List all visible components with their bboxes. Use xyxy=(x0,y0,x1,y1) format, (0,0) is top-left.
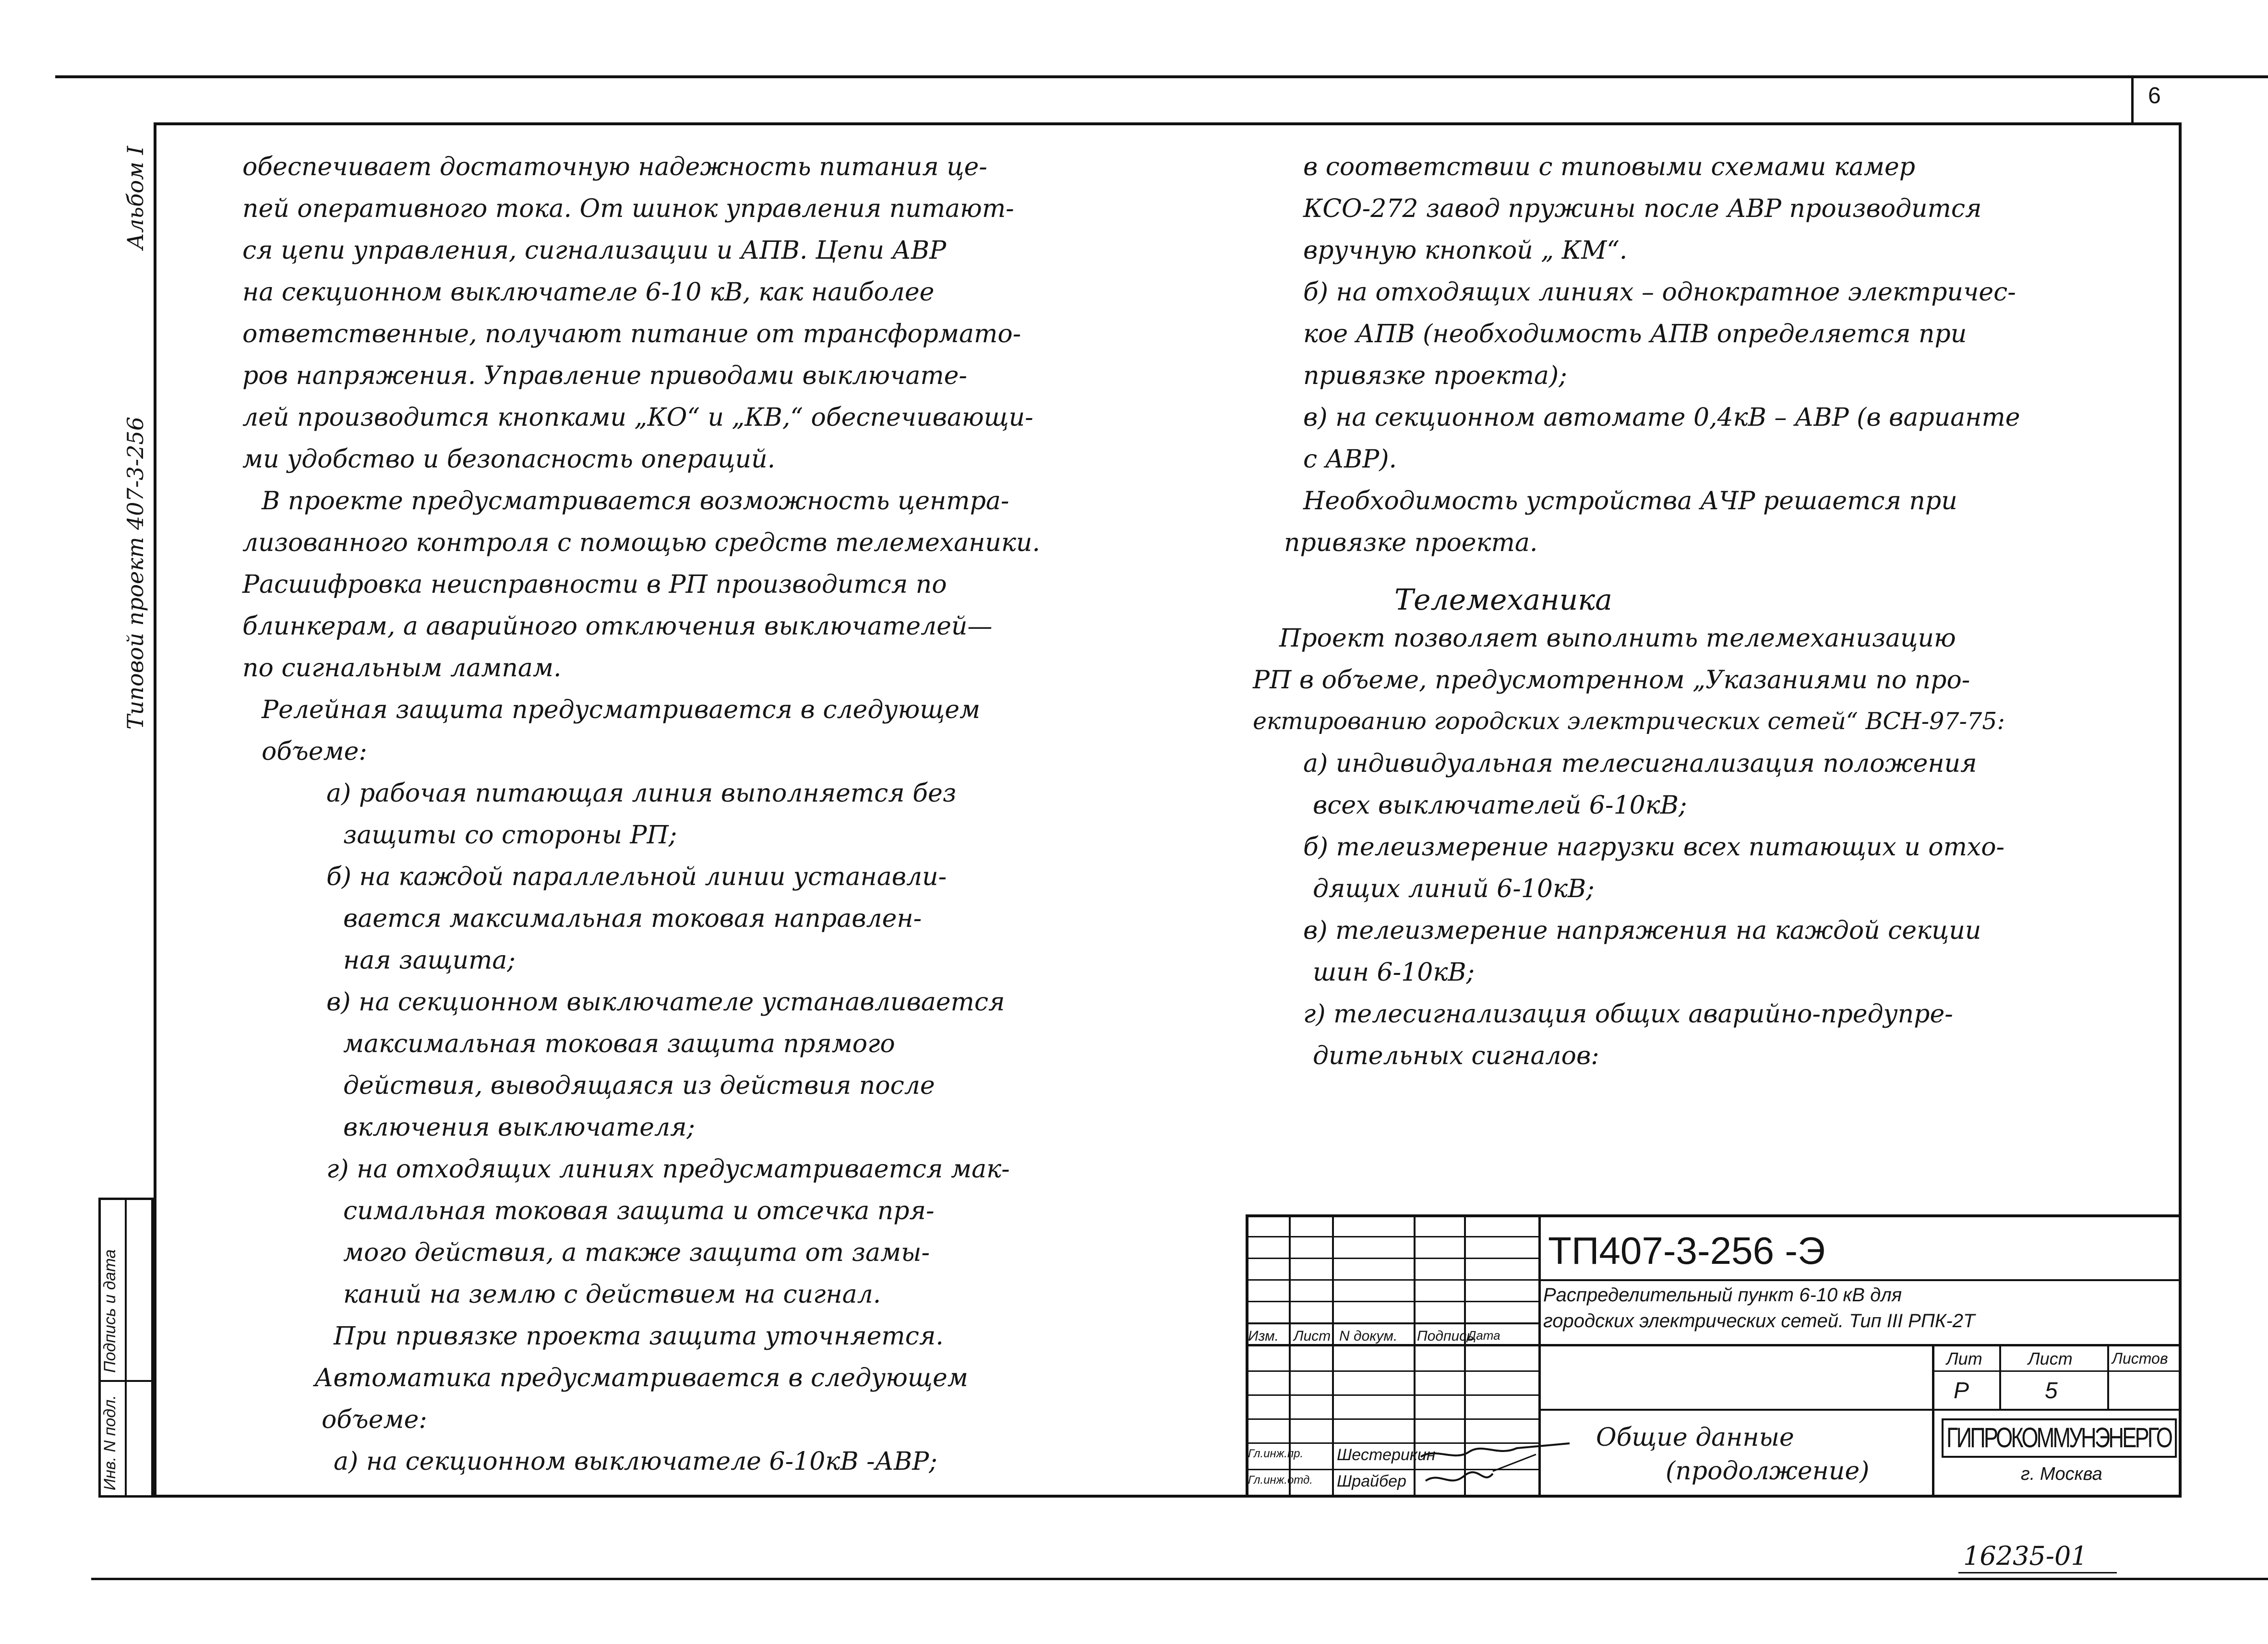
side-stamp-divider xyxy=(98,1380,154,1382)
tb-org: ГИПРОКОММУНЭНЕРГО xyxy=(1946,1422,2172,1453)
doc-number-underline xyxy=(1958,1572,2117,1573)
right-line-8: с АВР). xyxy=(1303,445,1397,474)
tb-hline xyxy=(1246,1258,1538,1259)
left-line-5: ответственные, получают питание от трансформато- xyxy=(242,320,1021,348)
right-line-2: КСО-272 завод пружины после АВР производится xyxy=(1303,194,1982,223)
telemechanics-heading: Телемеханика xyxy=(1394,583,1612,617)
tb-hline xyxy=(1246,1394,1538,1396)
tb-hdr-izm: Изм. xyxy=(1248,1328,1279,1344)
left-line-26: симальная токовая защита и отсечка пря- xyxy=(343,1197,935,1225)
tb-role-1: Гл.инж.пр. xyxy=(1248,1447,1304,1460)
tb-vline xyxy=(1332,1214,1334,1498)
doc-number: 16235-01 xyxy=(1963,1541,2088,1571)
left-line-7: лей производится кнопками „КО“ и „КВ,“ обеспечивающи- xyxy=(242,403,1033,432)
tb-hdr-date: Дата xyxy=(1467,1328,1500,1343)
side-album: Альбом I xyxy=(122,146,148,250)
left-line-4: на секционном выключателе 6-10 кВ, как наиболее xyxy=(242,278,935,307)
right-line-10: привязке проекта. xyxy=(1284,528,1538,557)
tb-vline xyxy=(2107,1344,2109,1409)
tb-list-label: Лист xyxy=(2028,1349,2073,1368)
right-line-1: в соответствии с типовыми схемами камер xyxy=(1303,153,1916,181)
left-line-29: При привязке проекта защита уточняется. xyxy=(334,1322,944,1351)
tb-hline xyxy=(1932,1370,2182,1372)
telemech-line-5: всех выключателей 6-10кВ; xyxy=(1313,791,1687,820)
right-line-6: привязке проекта); xyxy=(1303,361,1567,390)
left-line-32: а) на секционном выключателе 6-10кВ -АВР; xyxy=(334,1447,937,1476)
telemech-line-7: дящих линий 6-10кВ; xyxy=(1313,875,1595,903)
left-line-16: а) рабочая питающая линия выполняется без xyxy=(326,779,957,808)
top-rule xyxy=(55,75,2268,78)
left-line-22: максимальная токовая защита прямого xyxy=(343,1030,895,1058)
left-line-6: ров напряжения. Управление приводами выключате- xyxy=(242,361,968,390)
left-line-25: г) на отходящих линиях предусматривается мак- xyxy=(326,1155,1010,1184)
tb-vline xyxy=(1999,1344,2001,1409)
side-inv-label: Инв. N подл. xyxy=(101,1395,119,1490)
tb-lit-value: Р xyxy=(1954,1378,1969,1404)
tb-code: ТП407-3-256 -Э xyxy=(1548,1229,1825,1272)
tb-hline xyxy=(1246,1322,1538,1324)
left-line-10: лизованного контроля с помощью средств телемеханики. xyxy=(242,528,1040,557)
left-line-30: Автоматика предусматривается в следующем xyxy=(314,1364,968,1392)
left-line-13: по сигнальным лампам. xyxy=(242,654,562,683)
page-number: 6 xyxy=(2148,83,2161,108)
right-line-9: Необходимость устройства АЧР решается при xyxy=(1303,487,1957,516)
telemech-line-10: г) телесигнализация общих аварийно-предупре- xyxy=(1303,1000,1953,1029)
tb-hdr-sign: Подпись xyxy=(1417,1328,1474,1344)
tb-hdr-doc: N докум. xyxy=(1339,1328,1398,1344)
left-line-8: ми удобство и безопасность операций. xyxy=(242,445,776,474)
telemech-line-3: ектированию городских электрических сетей“ ВСН-97-75: xyxy=(1253,708,2005,735)
tb-listov-label: Листов xyxy=(2112,1350,2168,1367)
tb-city: г. Москва xyxy=(2021,1464,2102,1484)
tb-hline xyxy=(1246,1418,1538,1420)
left-line-24: включения выключателя; xyxy=(343,1113,696,1142)
telemech-line-2: РП в объеме, предусмотренном „Указаниями по про- xyxy=(1253,666,1970,695)
left-line-20: ная защита; xyxy=(343,946,516,975)
tb-lit-label: Лит xyxy=(1946,1349,1982,1368)
telemech-line-8: в) телеизмерение напряжения на каждой секции xyxy=(1303,916,1981,945)
left-line-9: В проекте предусматривается возможность центра- xyxy=(262,487,1009,516)
left-line-11: Расшифровка неисправности в РП производится по xyxy=(242,570,947,599)
right-line-7: в) на секционном автомате 0,4кВ – АВР (в варианте xyxy=(1303,403,2020,432)
left-line-14: Релейная защита предусматривается в следующем xyxy=(262,696,981,724)
tb-hline xyxy=(1246,1301,1538,1302)
telemech-line-11: дительных сигналов: xyxy=(1313,1042,1599,1070)
left-line-17: защиты со стороны РП; xyxy=(343,821,677,850)
left-line-12: блинкерам, а аварийного отключения выключателей— xyxy=(242,612,993,641)
left-line-31: объеме: xyxy=(322,1405,427,1434)
tb-name-2: Шрайбер xyxy=(1337,1472,1406,1490)
tb-title-1: Общие данные xyxy=(1596,1423,1794,1452)
tb-vline xyxy=(1932,1344,1934,1498)
right-line-3: вручную кнопкой „ КМ“. xyxy=(1303,236,1628,265)
tb-title-2: (продолжение) xyxy=(1666,1457,1870,1486)
left-line-1: обеспечивает достаточную надежность питания це- xyxy=(242,153,987,181)
left-line-23: действия, выводящаяся из действия после xyxy=(343,1071,935,1100)
tb-desc-1: Распределительный пункт 6-10 кВ для xyxy=(1543,1284,1902,1306)
telemech-line-9: шин 6-10кВ; xyxy=(1313,958,1475,987)
tb-hline xyxy=(1538,1409,2182,1411)
tb-list-value: 5 xyxy=(2045,1378,2058,1404)
tb-hline xyxy=(1538,1279,2182,1281)
left-line-19: вается максимальная токовая направлен- xyxy=(343,904,922,933)
tb-name-1: Шестерикин xyxy=(1337,1446,1436,1464)
tb-hdr-list: Лист xyxy=(1294,1328,1331,1344)
left-line-21: в) на секционном выключателе устанавливается xyxy=(326,988,1005,1017)
left-line-15: объеме: xyxy=(262,737,367,766)
telemech-line-6: б) телеизмерение нагрузки всех питающих и отхо- xyxy=(1303,833,2005,862)
tb-hline xyxy=(1246,1236,1538,1237)
side-signature-label: Подпись и дата xyxy=(101,1249,119,1373)
tb-role-2: Гл.инж.отд. xyxy=(1248,1474,1313,1487)
right-line-4: б) на отходящих линиях – однократное электричес- xyxy=(1303,278,2016,307)
left-line-2: пей оперативного тока. От шинок управления питают- xyxy=(242,194,1014,223)
tb-hline xyxy=(1246,1370,1538,1372)
telemech-line-1: Проект позволяет выполнить телемеханизацию xyxy=(1279,624,1956,653)
left-line-27: мого действия, а также защита от замы- xyxy=(343,1238,930,1267)
side-stamp-divider xyxy=(125,1198,127,1498)
left-line-18: б) на каждой параллельной линии устанавли- xyxy=(326,863,947,891)
telemech-line-4: а) индивидуальная телесигнализация положения xyxy=(1303,749,1977,778)
side-project: Типовой проект 407-3-256 xyxy=(122,417,148,730)
tb-hline xyxy=(1246,1279,1538,1281)
right-line-5: кое АПВ (необходимость АПВ определяется при xyxy=(1303,320,1967,348)
bottom-rule xyxy=(91,1578,2268,1580)
left-line-3: ся цепи управления, сигнализации и АПВ. Цепи АВР xyxy=(242,236,947,265)
tb-desc-2: городских электрических сетей. Тип III РПК-2Т xyxy=(1543,1310,1975,1332)
signature-scribble xyxy=(1416,1442,1574,1495)
left-line-28: каний на землю с действием на сигнал. xyxy=(343,1280,881,1309)
